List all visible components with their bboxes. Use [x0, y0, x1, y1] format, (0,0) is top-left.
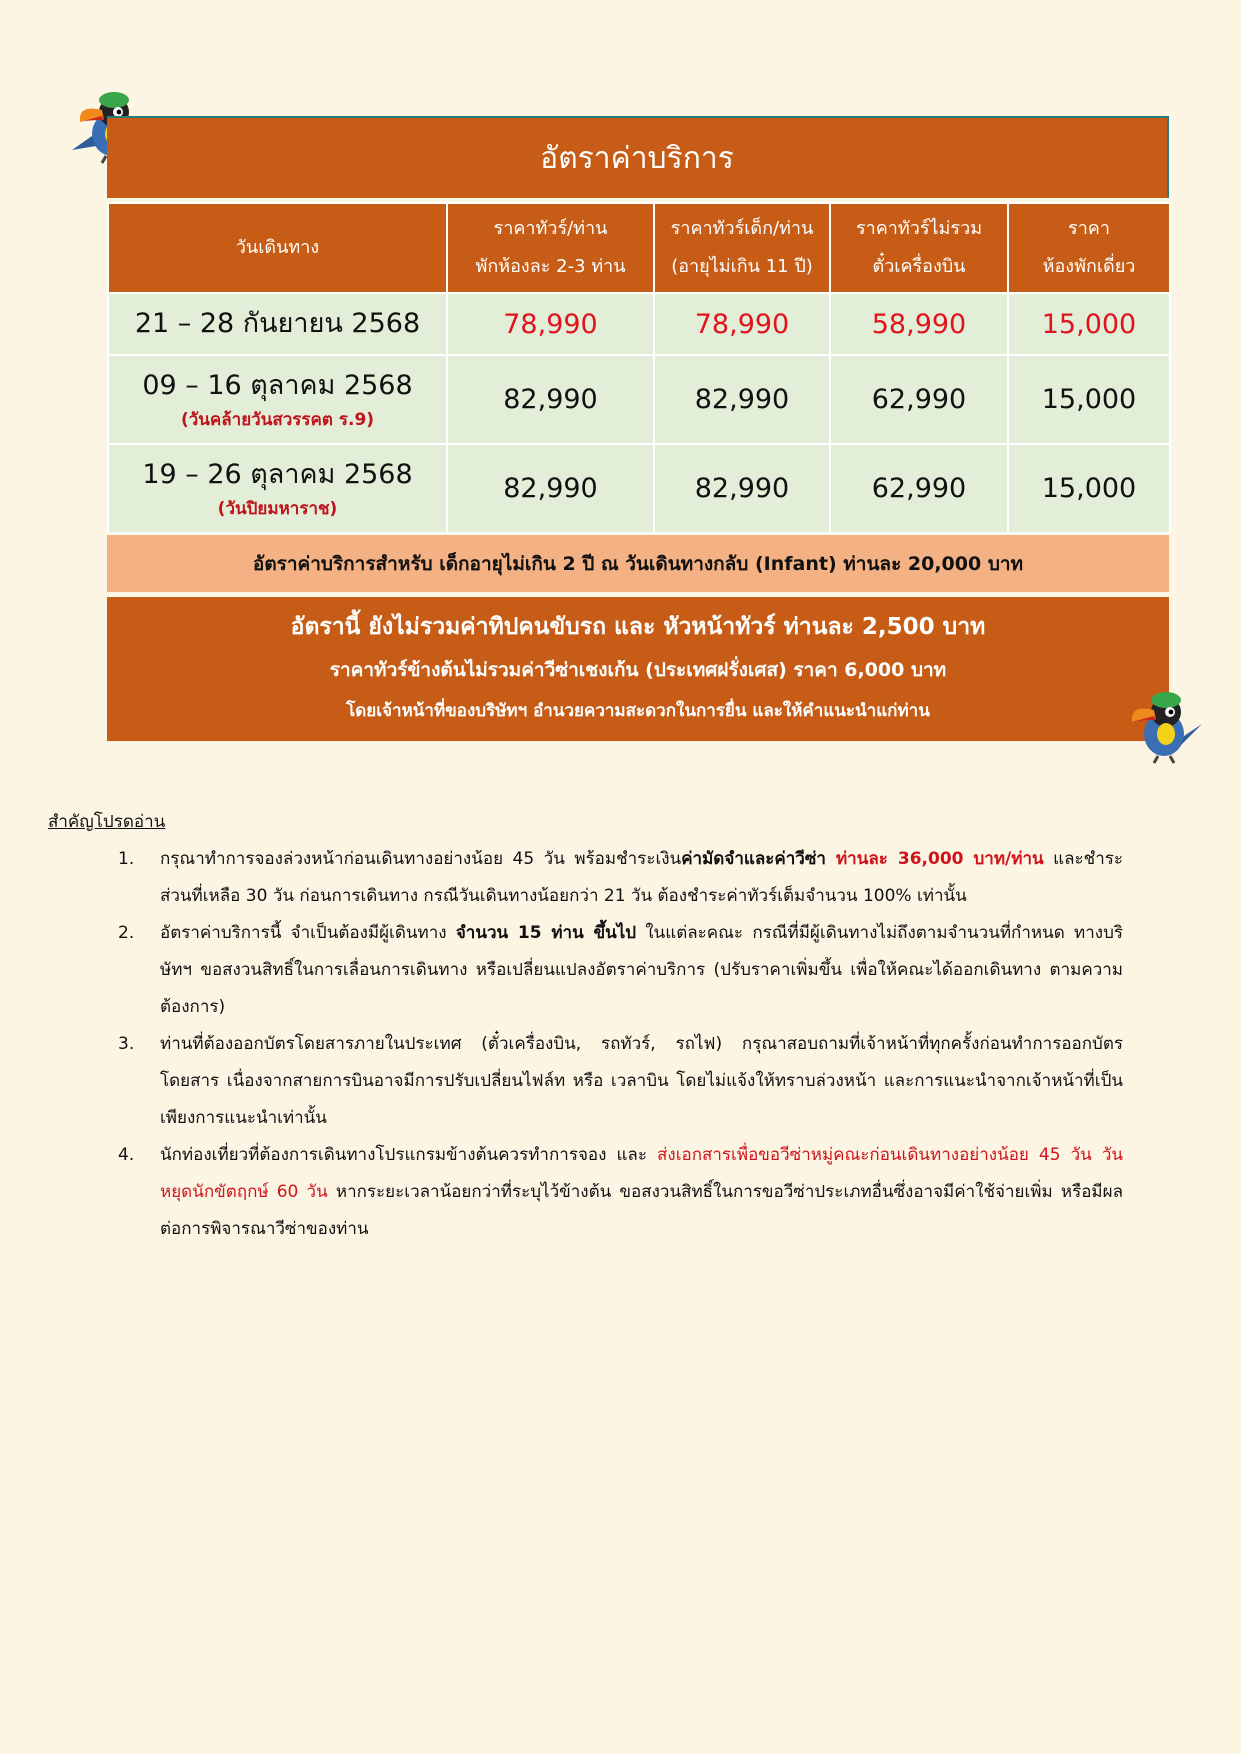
list-item	[118, 915, 1123, 1026]
important-notes-list	[118, 841, 1123, 1248]
infant-rate-text: อัตราค่าบริการสำหรับ เด็กอายุไม่เกิน 2 ปี ณ วันเดินทางกลับ (Infant) ท่านละ 20,000 บาท	[252, 552, 1024, 575]
list-item-text: อัตราค่าบริการนี้ จำเป็นต้องมีผู้เดินทาง จำนวน 15 ท่าน ขึ้นไป ในแต่ละคณะ กรณีที่มีผู้เดินทางไม่ถึงตามจำนวนที่กำหนด ทางบริษัทฯ ขอสงวนสิทธิ์ในการเลื่อนการเดินทาง หรือเปลี่ยนแปลงอัตราค่าบริการ (ปรับราคาเพิ่มขึ้น เพื่อให้คณะได้ออกเดินทาง ตามความต้องการ)	[160, 923, 1123, 1017]
table-row	[108, 444, 1170, 533]
header-single-room: ราคา ห้องพักเดี่ยว	[1008, 203, 1170, 293]
rates-title-bar	[107, 116, 1169, 198]
important-notes-title: สำคัญโปรดอ่าน	[48, 812, 166, 832]
list-item-number: 2.	[118, 923, 135, 943]
list-item-text: กรุณาทำการจองล่วงหน้าก่อนเดินทางอย่างน้อย 45 วัน พร้อมชำระเงินค่ามัดจำและค่าวีซ่า ท่านละ 36,000 บาท/ท่าน และชำระส่วนที่เหลือ 30 วัน ก่อนการเดินทาง กรณีวันเดินทางน้อยกว่า 21 วัน ต้องชำระค่าทัวร์เต็มจำนวน 100% เท่านั้น	[160, 849, 1123, 906]
row-single-room: 15,000	[1008, 355, 1170, 444]
list-item-text: ท่านที่ต้องออกบัตรโดยสารภายในประเทศ (ตั๋วเครื่องบิน, รถทัวร์, รถไฟ) กรุณาสอบถามที่เจ้าหน้าที่ทุกครั้งก่อนทำการออกบัตรโดยสาร เนื่องจากสายการบินอาจมีการปรับเปลี่ยนไฟล์ท หรือ เวลาบิน โดยไม่แจ้งให้ทราบล่วงหน้า และการแนะนำจากเจ้าหน้าที่เป็นเพียงการแนะนำเท่านั้น	[160, 1034, 1123, 1128]
header-adult-price: ราคาทัวร์/ท่าน พักห้องละ 2-3 ท่าน	[447, 203, 654, 293]
infant-rate-banner	[107, 535, 1169, 592]
row-date: 21 – 28 กันยายน 2568	[108, 293, 447, 355]
row-child-price: 82,990	[654, 355, 830, 444]
list-item-number: 4.	[118, 1145, 135, 1165]
row-adult-price: 82,990	[447, 355, 654, 444]
row-date: 19 – 26 ตุลาคม 2568 (วันปิยมหาราช)	[108, 444, 447, 533]
list-item-number: 3.	[118, 1034, 135, 1054]
notice-assist-line: โดยเจ้าหน้าที่ของบริษัทฯ อำนวยความสะดวกในการยื่น และให้คำแนะนำแก่ท่าน	[346, 701, 930, 721]
row-no-ticket-price: 58,990	[830, 293, 1008, 355]
rates-table	[107, 202, 1171, 534]
row-child-price: 82,990	[654, 444, 830, 533]
row-adult-price: 82,990	[447, 444, 654, 533]
row-single-room: 15,000	[1008, 444, 1170, 533]
list-item	[118, 841, 1123, 915]
list-item-number: 1.	[118, 849, 135, 869]
row-date-note: (วันปิยมหาราช)	[217, 498, 338, 519]
row-single-room: 15,000	[1008, 293, 1170, 355]
list-item	[118, 1137, 1123, 1248]
list-item	[118, 1026, 1123, 1137]
header-date: วันเดินทาง	[108, 203, 447, 293]
header-no-ticket-price: ราคาทัวร์ไม่รวม ตั๋วเครื่องบิน	[830, 203, 1008, 293]
parrot-mascot-icon	[1118, 684, 1204, 764]
row-adult-price: 78,990	[447, 293, 654, 355]
row-date: 09 – 16 ตุลาคม 2568 (วันคล้ายวันสวรรคต ร.9)	[108, 355, 447, 444]
notice-tip-line: อัตรานี้ ยังไม่รวมค่าทิปคนขับรถ และ หัวหน้าทัวร์ ท่านละ 2,500 บาท	[290, 614, 986, 640]
row-child-price: 78,990	[654, 293, 830, 355]
notice-visa-line: ราคาทัวร์ข้างต้นไม่รวมค่าวีซ่าเชงเก้น (ประเทศฝรั่งเศส) ราคา 6,000 บาท	[329, 659, 947, 681]
row-no-ticket-price: 62,990	[830, 355, 1008, 444]
table-row	[108, 293, 1170, 355]
rates-title: อัตราค่าบริการ	[540, 140, 734, 176]
table-row	[108, 355, 1170, 444]
row-no-ticket-price: 62,990	[830, 444, 1008, 533]
row-date-note: (วันคล้ายวันสวรรคต ร.9)	[180, 409, 375, 430]
list-item-text: นักท่องเที่ยวที่ต้องการเดินทางโปรแกรมข้างต้นควรทำการจอง และ ส่งเอกสารเพื่อขอวีซ่าหมู่คณะก่อนเดินทางอย่างน้อย 45 วัน วันหยุดนักขัตฤกษ์ 60 วัน หากระยะเวลาน้อยกว่าที่ระบุไว้ข้างต้น ขอสงวนสิทธิ์ในการขอวีซ่าประเภทอื่นซึ่งอาจมีค่าใช้จ่ายเพิ่ม หรือมีผลต่อการพิจารณาวีซ่าของท่าน	[160, 1145, 1123, 1239]
header-child-price: ราคาทัวร์เด็ก/ท่าน (อายุไม่เกิน 11 ปี)	[654, 203, 830, 293]
extra-costs-notice	[107, 597, 1169, 741]
table-header-row	[108, 203, 1170, 293]
